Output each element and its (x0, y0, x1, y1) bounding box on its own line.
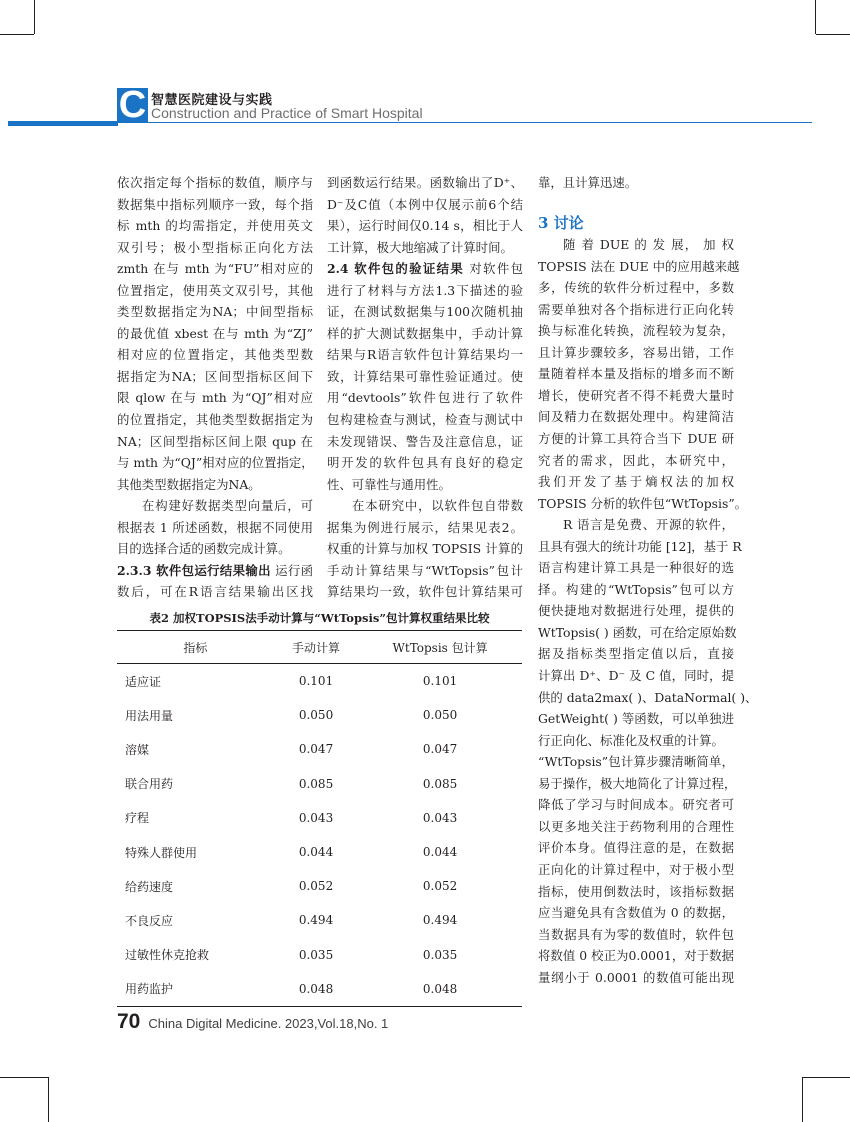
text-line: 在构建好数据类型向量后，可 (142, 498, 313, 514)
manual-value-cell: 0.048 (274, 972, 358, 1007)
journal-citation: China Digital Medicine. 2023,Vol.18,No. 1 (148, 1016, 389, 1031)
subsection-heading: 2.3.3 软件包运行结果输出 (117, 562, 271, 578)
table-row (117, 835, 522, 869)
text-line: 明开发的软件包具有良好的稳定 (327, 455, 523, 471)
indicator-cell: 疗程 (125, 811, 150, 826)
package-value-cell: 0.101 (422, 674, 458, 689)
subsection-heading: 2.4 软件包的验证结果 (327, 261, 465, 277)
table-row (117, 938, 522, 972)
manual-value-cell: 0.043 (298, 810, 334, 825)
text-line: 权重的计算与加权 TOPSIS 计算的 (327, 541, 523, 557)
text-line: 择。构建的“WtTopsis”包可以方 (538, 581, 734, 597)
manual-value-cell: 0.044 (298, 845, 334, 860)
text-line: 行正向化、标准化及权重的计算。 (538, 732, 724, 748)
text-line: TOPSIS 分析的软件包“WtTopsis”。 (538, 495, 748, 511)
text-line: 根据表 1 所述函数，根据不同使用 (117, 519, 313, 535)
text-line (327, 258, 523, 280)
text-line: 靠，且计算迅速。 (538, 175, 638, 190)
text-line: 标 mth 的均需指定，并使用英文 (117, 218, 313, 234)
text-line: 换与标准化转换，流程较为复杂， (538, 323, 734, 339)
text-line: 量纲小于 0.0001 的数值可能出现 (538, 969, 734, 985)
text-column-1 (117, 172, 313, 603)
text-line: 相对应的位置指定，其他类型数 (117, 347, 313, 363)
text-line: 性、可靠性与通用性。 (327, 476, 451, 492)
table-row (117, 801, 522, 835)
indicator-cell: 溶媒 (125, 742, 150, 757)
table-row (117, 972, 522, 1007)
page-number: 70 (117, 1010, 141, 1033)
text-line: 增长，使研究者不得不耗费大量时 (538, 387, 734, 403)
package-value-cell: 0.035 (422, 947, 458, 962)
text-line: NA；区间型指标区间上限 qup 在 (117, 433, 313, 449)
text-line: 随 着 DUE 的 发 展， 加 权 (563, 237, 734, 253)
text-line: 多，传统的软件分析过程中，多数 (538, 280, 734, 296)
text-line: 供的 data2max( )、DataNormal( )、 (538, 689, 758, 705)
table-caption: 表2 加权TOPSIS法手动计算与“WtTopsis”包计算权重结果比较 (149, 611, 490, 625)
table-row (117, 698, 522, 732)
text-line: TOPSIS 法在 DUE 中的应用越来越 (538, 258, 740, 274)
table-2 (117, 606, 522, 1007)
text-line: 限 qlow 在与 mth 为“QJ”相对应 (117, 390, 313, 406)
manual-value-cell: 0.101 (298, 674, 334, 689)
crop-mark (0, 1077, 48, 1078)
text-line: 且具有强大的统计功能 [12]，基于 R (538, 538, 742, 554)
crop-mark (802, 1077, 850, 1078)
indicator-cell: 不良反应 (125, 913, 174, 928)
text-line: 正向化的计算过程中，对于极小型 (538, 861, 734, 877)
text-line: 目的选择合适的函数完成计算。 (117, 541, 291, 557)
text-line: 且计算步骤较多，容易出错，工作 (538, 344, 734, 360)
text-line: 果），运行时间仅0.14 s，相比于人 (327, 218, 523, 234)
manual-value-cell: 0.035 (298, 947, 334, 962)
table-row (117, 869, 522, 903)
package-value-cell: 0.085 (422, 776, 458, 791)
text-line: 用“devtools”软件包进行了软件 (327, 390, 523, 406)
table-row (117, 767, 522, 801)
text-line: D⁻及C值（本例中仅展示前6个结 (327, 196, 523, 212)
text-line: 量随着样本量及指标的增多而不断 (538, 366, 734, 382)
column-header: 手动计算 (274, 631, 358, 664)
text-run: 对软件包 (464, 261, 523, 277)
column-header: 指标 (117, 631, 274, 664)
journal-logo (117, 84, 148, 126)
header-accent-bar (8, 121, 118, 126)
text-line (117, 560, 313, 582)
text-line: WtTopsis( ) 函数，可在给定原始数 (538, 624, 737, 640)
text-line: 指标，使用倒数法时，该指标数据 (538, 883, 734, 899)
page-footer (117, 1010, 388, 1034)
crop-mark (0, 34, 34, 35)
weights-table (117, 630, 522, 1007)
text-line: 工计算，极大地缩减了计算时间。 (327, 239, 513, 255)
package-value-cell: 0.048 (358, 972, 522, 1007)
section-title-cn: 智慧医院建设与实践 (151, 93, 273, 108)
manual-value-cell: 0.494 (298, 913, 334, 928)
text-line: 其他类型数据指定为NA。 (117, 476, 261, 492)
crop-mark (815, 0, 816, 34)
manual-value-cell: 0.050 (298, 708, 334, 723)
indicator-cell: 适应证 (125, 674, 162, 689)
manual-value-cell: 0.085 (298, 776, 334, 791)
text-line: zmth 在与 mth 为“FU”相对应的 (117, 261, 313, 277)
logo-letter: C (118, 84, 147, 126)
table-header-row (117, 631, 522, 664)
text-line: 未发现错误、警告及注意信息，证 (327, 433, 523, 449)
text-line: 包构建检查与测试，检查与测试中 (327, 412, 523, 428)
text-line: 双引号；极小型指标正向化方法 (117, 239, 313, 255)
text-line: 类型数据指定为NA；中间型指标 (117, 304, 313, 320)
header-rule (117, 122, 812, 123)
section-heading: 3 讨论 (538, 213, 584, 232)
manual-value-cell: 0.047 (298, 742, 334, 757)
text-line: 计算出 D⁺、D⁻ 及 C 值，同时，提 (538, 668, 734, 684)
text-line: 到函数运行结果。函数输出了D⁺、 (327, 175, 523, 190)
text-line: 据指定为NA；区间型指标区间下 (117, 368, 313, 384)
text-line: 的最优值 xbest 在与 mth 为“ZJ” (117, 325, 313, 341)
crop-mark (816, 34, 850, 35)
table-row (117, 903, 522, 937)
indicator-cell: 联合用药 (125, 777, 174, 792)
text-line: 证，在测试数据集与100次随机抽 (327, 304, 523, 320)
text-line: 我们开发了基于熵权法的加权 (538, 474, 734, 490)
package-value-cell: 0.052 (422, 879, 458, 894)
text-line: 位置指定，使用英文双引号，其他 (117, 282, 313, 298)
text-line: 手动计算结果与“WtTopsis”包计 (327, 562, 523, 578)
text-line: 究者的需求，因此，本研究中， (538, 452, 734, 468)
text-line: 与 mth 为“QJ”相对应的位置指定， (117, 455, 314, 471)
text-line: 据及指标类型指定值以后，直接 (538, 646, 734, 662)
text-column-3 (538, 172, 758, 988)
text-line: 进行了材料与方法1.3下描述的验 (327, 282, 523, 298)
text-line: 以更多地关注于药物利用的合理性 (538, 818, 734, 834)
crop-mark (34, 0, 35, 34)
crop-mark (48, 1077, 49, 1122)
text-line: 方便的计算工具符合当下 DUE 研 (538, 431, 734, 447)
text-run: 运行函 (270, 562, 313, 578)
text-line: 评价本身。值得注意的是，在数据 (538, 840, 734, 856)
indicator-cell: 特殊人群使用 (125, 845, 198, 860)
text-line: GetWeight( ) 等函数，可以单独进 (538, 711, 734, 727)
text-line: 应当避免具有含数值为 0 的数据， (538, 905, 734, 921)
text-line: 算结果均一致，软件包计算结果可 (327, 584, 523, 600)
text-line: 致，计算结果可靠性验证通过。使 (327, 368, 523, 384)
package-value-cell: 0.494 (422, 913, 458, 928)
text-column-2 (327, 172, 523, 603)
crop-mark (802, 1077, 803, 1122)
text-line: R 语言是免费、开源的软件， (563, 517, 734, 533)
package-value-cell: 0.047 (422, 742, 458, 757)
spacer (538, 194, 734, 213)
text-line: 间及精力在数据处理中。构建简洁 (538, 409, 734, 425)
package-value-cell: 0.050 (422, 708, 458, 723)
table-row (117, 732, 522, 766)
text-line: 易于操作，极大地简化了计算过程， (538, 775, 737, 791)
text-line: 便快捷地对数据进行处理，提供的 (538, 603, 734, 619)
text-line: 数后，可在R语言结果输出区找 (117, 584, 313, 600)
text-line: 的位置指定，其他类型数据指定为 (117, 412, 313, 428)
indicator-cell: 用法用量 (125, 708, 174, 723)
text-line: “WtTopsis”包计算步骤清晰简单， (538, 754, 734, 770)
text-line: 当数据具有为零的数值时，软件包 (538, 926, 734, 942)
text-line: 将数值 0 校正为0.0001，对于数据 (538, 948, 734, 964)
text-line: 数据集中指标列顺序一致，每个指 (117, 196, 313, 212)
text-line: 样的扩大测试数据集中，手动计算 (327, 325, 523, 341)
manual-value-cell: 0.052 (298, 879, 334, 894)
package-value-cell: 0.043 (422, 810, 458, 825)
column-header: WtTopsis 包计算 (358, 631, 522, 664)
text-line: 依次指定每个指标的数值，顺序与 (117, 175, 313, 190)
section-title-en: Construction and Practice of Smart Hospital (151, 105, 423, 121)
package-value-cell: 0.044 (422, 845, 458, 860)
text-line: 语言构建计算工具是一种很好的选 (538, 560, 734, 576)
table-row (117, 664, 522, 699)
text-line: 在本研究中，以软件包自带数 (352, 498, 523, 514)
indicator-cell: 给药速度 (125, 879, 174, 894)
text-line: 需要单独对各个指标进行正向化转 (538, 301, 734, 317)
text-line: 降低了学习与时间成本。研究者可 (538, 797, 734, 813)
text-line: 结果与R语言软件包计算结果均一 (327, 347, 523, 363)
indicator-cell: 用药监护 (117, 972, 274, 1007)
text-line: 据集为例进行展示，结果见表2。 (327, 519, 523, 535)
indicator-cell: 过敏性休克抢救 (125, 948, 210, 963)
